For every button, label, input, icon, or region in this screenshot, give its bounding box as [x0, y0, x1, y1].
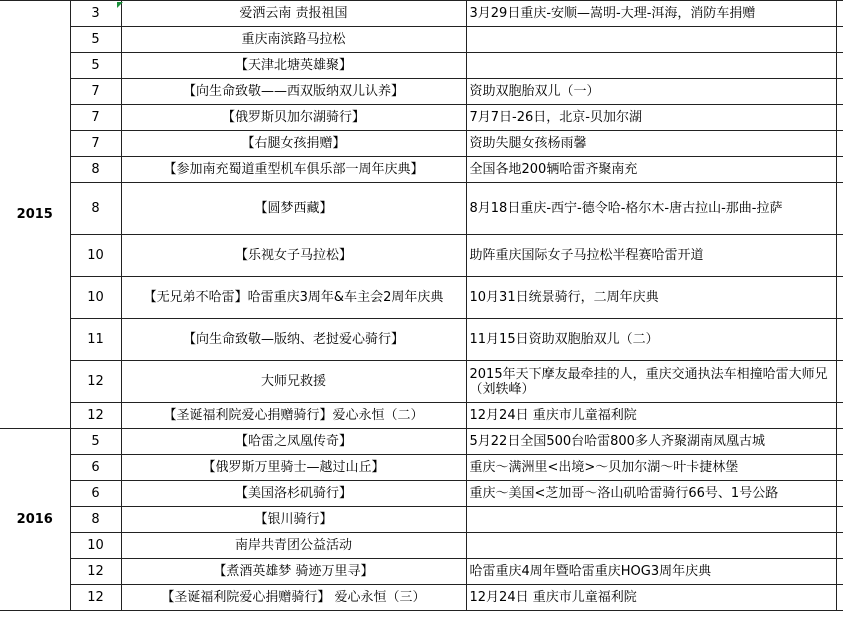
detail-cell[interactable]: 5月22日全国500台哈雷800多人齐聚湖南凤凰古城: [466, 429, 836, 455]
event-cell[interactable]: 南岸共青团公益活动: [121, 533, 466, 559]
event-cell[interactable]: 【向生命致敬——西双版纳双儿认养】: [121, 79, 466, 105]
overflow-cell[interactable]: [836, 183, 843, 235]
overflow-cell[interactable]: [836, 105, 843, 131]
table-row: [0, 27, 843, 53]
detail-cell[interactable]: 2015年天下摩友最牵挂的人，重庆交通执法车相撞哈雷大师兄（刘轶峰）: [466, 361, 836, 403]
month-cell[interactable]: 7: [70, 131, 121, 157]
table-row: [0, 79, 843, 105]
table-row: [0, 235, 843, 277]
event-cell[interactable]: 【美国洛杉矶骑行】: [121, 481, 466, 507]
detail-cell[interactable]: 助阵重庆国际女子马拉松半程赛哈雷开道: [466, 235, 836, 277]
overflow-cell[interactable]: [836, 585, 843, 611]
event-cell[interactable]: 重庆南滨路马拉松: [121, 27, 466, 53]
month-cell[interactable]: 6: [70, 455, 121, 481]
table-row: [0, 131, 843, 157]
table-row: [0, 277, 843, 319]
detail-cell[interactable]: 11月15日资助双胞胎双儿（二）: [466, 319, 836, 361]
detail-cell[interactable]: 10月31日统景骑行，二周年庆典: [466, 277, 836, 319]
overflow-cell[interactable]: [836, 79, 843, 105]
detail-cell[interactable]: 重庆～美国<芝加哥～洛山矶哈雷骑行66号、1号公路: [466, 481, 836, 507]
table-row: [0, 319, 843, 361]
detail-cell[interactable]: 哈雷重庆4周年暨哈雷重庆HOG3周年庆典: [466, 559, 836, 585]
detail-cell[interactable]: [466, 507, 836, 533]
overflow-cell[interactable]: [836, 361, 843, 403]
overflow-cell[interactable]: [836, 403, 843, 429]
event-cell[interactable]: 【俄罗斯贝加尔湖骑行】: [121, 105, 466, 131]
event-cell[interactable]: 【右腿女孩捐赠】: [121, 131, 466, 157]
month-cell[interactable]: 7: [70, 79, 121, 105]
table-row: [0, 403, 843, 429]
month-cell[interactable]: 7: [70, 105, 121, 131]
table-row: [0, 183, 843, 235]
overflow-cell[interactable]: [836, 481, 843, 507]
overflow-cell[interactable]: [836, 319, 843, 361]
table-row: [0, 53, 843, 79]
event-cell[interactable]: 【天津北塘英雄聚】: [121, 53, 466, 79]
detail-cell[interactable]: 资助双胞胎双儿（一）: [466, 79, 836, 105]
detail-cell[interactable]: 3月29日重庆-安顺—嵩明-大理-洱海，消防车捐赠: [466, 1, 836, 27]
overflow-cell[interactable]: [836, 157, 843, 183]
year-cell[interactable]: 2015: [0, 1, 70, 429]
detail-cell[interactable]: 7月7日-26日，北京-贝加尔湖: [466, 105, 836, 131]
event-cell[interactable]: 【乐视女子马拉松】: [121, 235, 466, 277]
table-row: [0, 559, 843, 585]
event-cell[interactable]: 【圣诞福利院爱心捐赠骑行】 爱心永恒（三）: [121, 585, 466, 611]
event-cell[interactable]: 【银川骑行】: [121, 507, 466, 533]
month-cell[interactable]: 8: [70, 183, 121, 235]
year-cell[interactable]: 2016: [0, 429, 70, 611]
event-cell[interactable]: 【圣诞福利院爱心捐赠骑行】爱心永恒（二）: [121, 403, 466, 429]
detail-cell[interactable]: [466, 533, 836, 559]
month-cell[interactable]: 12: [70, 361, 121, 403]
month-cell[interactable]: 10: [70, 235, 121, 277]
detail-cell[interactable]: 全国各地200辆哈雷齐聚南充: [466, 157, 836, 183]
event-cell[interactable]: 【俄罗斯万里骑士—越过山丘】: [121, 455, 466, 481]
event-cell[interactable]: 【无兄弟不哈雷】哈雷重庆3周年&车主会2周年庆典: [121, 277, 466, 319]
table-row: [0, 585, 843, 611]
overflow-cell[interactable]: [836, 429, 843, 455]
detail-cell[interactable]: [466, 53, 836, 79]
overflow-cell[interactable]: [836, 1, 843, 27]
event-cell[interactable]: 【圆梦西藏】: [121, 183, 466, 235]
table-row: [0, 507, 843, 533]
detail-cell[interactable]: 12月24日 重庆市儿童福利院: [466, 585, 836, 611]
overflow-cell[interactable]: [836, 53, 843, 79]
detail-cell[interactable]: 12月24日 重庆市儿童福利院: [466, 403, 836, 429]
table-row: [0, 429, 843, 455]
month-cell[interactable]: 12: [70, 559, 121, 585]
table-row: [0, 105, 843, 131]
month-cell[interactable]: 3: [70, 1, 121, 27]
month-cell[interactable]: 5: [70, 429, 121, 455]
month-cell[interactable]: 12: [70, 403, 121, 429]
table-row: [0, 361, 843, 403]
overflow-cell[interactable]: [836, 235, 843, 277]
month-cell[interactable]: 8: [70, 507, 121, 533]
table-row: [0, 455, 843, 481]
event-cell[interactable]: 爱洒云南 责报祖国: [121, 1, 466, 27]
detail-cell[interactable]: 资助失腿女孩杨雨馨: [466, 131, 836, 157]
detail-cell[interactable]: [466, 27, 836, 53]
month-cell[interactable]: 6: [70, 481, 121, 507]
event-cell[interactable]: 【煮酒英雄梦 骑迹万里寻】: [121, 559, 466, 585]
event-cell[interactable]: 【哈雷之凤凰传奇】: [121, 429, 466, 455]
overflow-cell[interactable]: [836, 277, 843, 319]
month-cell[interactable]: 5: [70, 53, 121, 79]
table-row: [0, 157, 843, 183]
table-row: [0, 481, 843, 507]
event-cell[interactable]: 【参加南充蜀道重型机车俱乐部一周年庆典】: [121, 157, 466, 183]
table-row: [0, 1, 843, 27]
overflow-cell[interactable]: [836, 507, 843, 533]
overflow-cell[interactable]: [836, 455, 843, 481]
event-cell[interactable]: 【向生命致敬—版纳、老挝爱心骑行】: [121, 319, 466, 361]
detail-cell[interactable]: 重庆～满洲里<出境>～贝加尔湖～叶卡捷林堡: [466, 455, 836, 481]
month-cell[interactable]: 12: [70, 585, 121, 611]
month-cell[interactable]: 11: [70, 319, 121, 361]
table-row: [0, 533, 843, 559]
cell-comment-indicator: [117, 2, 123, 8]
event-cell[interactable]: 大师兄救援: [121, 361, 466, 403]
detail-cell[interactable]: 8月18日重庆-西宁-德令哈-格尔木-唐古拉山-那曲-拉萨: [466, 183, 836, 235]
month-cell[interactable]: 10: [70, 277, 121, 319]
overflow-cell[interactable]: [836, 559, 843, 585]
month-cell[interactable]: 5: [70, 27, 121, 53]
month-cell[interactable]: 10: [70, 533, 121, 559]
overflow-cell[interactable]: [836, 27, 843, 53]
overflow-cell[interactable]: [836, 533, 843, 559]
overflow-cell[interactable]: [836, 131, 843, 157]
month-cell[interactable]: 8: [70, 157, 121, 183]
